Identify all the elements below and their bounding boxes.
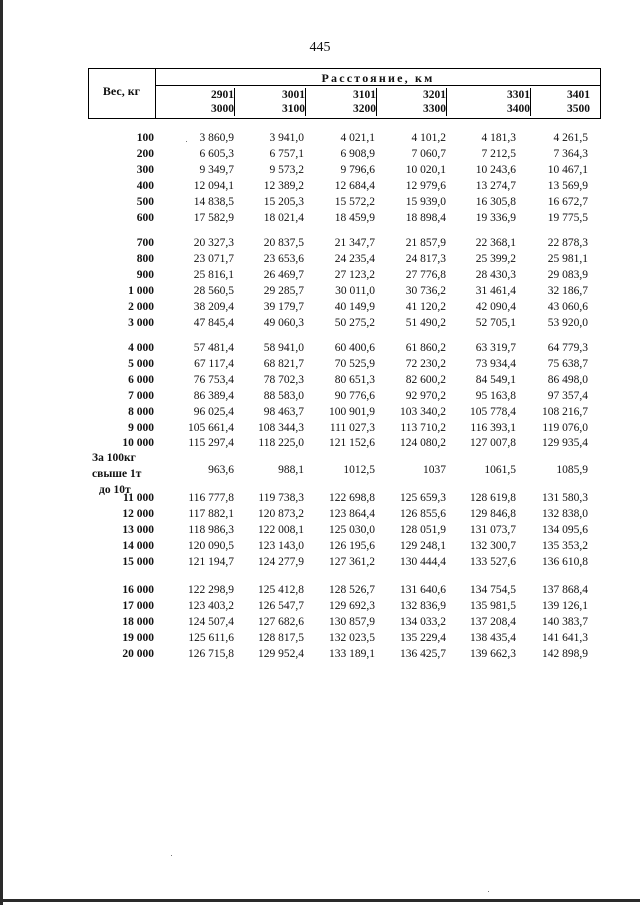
page-number: 445 — [309, 40, 331, 55]
tariff-cell: 20 327,3 — [193, 237, 234, 249]
tariff-cell: 51 490,2 — [405, 317, 446, 329]
tariff-cell: 50 275,2 — [334, 317, 375, 329]
tariff-cell: 39 179,7 — [263, 301, 304, 313]
weight-label: 11 000 — [123, 492, 154, 504]
tariff-cell: 47 845,4 — [193, 317, 234, 329]
tariff-cell: 90 776,6 — [334, 390, 375, 402]
surcharge-cell: 988,1 — [278, 464, 304, 476]
tariff-cell: 52 705,1 — [475, 317, 516, 329]
tariff-cell: 92 970,2 — [405, 390, 446, 402]
tariff-cell: 128 526,7 — [329, 584, 375, 596]
tariff-cell: 70 525,9 — [334, 358, 375, 370]
tariff-cell: 23 071,7 — [193, 253, 234, 265]
range-from: 3301 — [507, 89, 530, 101]
tariff-cell: 29 285,7 — [263, 285, 304, 297]
tariff-cell: 23 653,6 — [263, 253, 304, 265]
weight-label: 16 000 — [122, 584, 154, 596]
tariff-cell: 131 640,6 — [400, 584, 446, 596]
tariff-cell: 18 021,4 — [263, 212, 304, 224]
tariff-cell: 111 027,3 — [329, 422, 375, 434]
scan-speck — [171, 855, 172, 856]
tariff-cell: 15 205,3 — [263, 196, 304, 208]
weight-column-header: Вес, кг — [102, 84, 141, 98]
tariff-cell: 133 189,1 — [329, 648, 375, 660]
surcharge-cell: 1061,5 — [484, 464, 516, 476]
tariff-cell: 136 610,8 — [542, 556, 588, 568]
weight-label: 12 000 — [122, 508, 154, 520]
tariff-cell: 125 030,0 — [329, 524, 375, 536]
weight-label: 100 — [136, 132, 154, 144]
range-to: 3400 — [507, 103, 530, 115]
tariff-cell: 30 736,2 — [405, 285, 446, 297]
weight-label: 600 — [136, 212, 154, 224]
tariff-cell: 127 361,2 — [329, 556, 375, 568]
tariff-cell: 28 430,3 — [475, 269, 516, 281]
tariff-cell: 105 778,4 — [470, 406, 516, 418]
tariff-cell: 4 021,1 — [340, 132, 375, 144]
tariff-cell: 121 194,7 — [188, 556, 234, 568]
tariff-cell: 53 920,0 — [547, 317, 588, 329]
tariff-cell: 6 908,9 — [340, 148, 375, 160]
tariff-cell: 119 076,0 — [542, 422, 588, 434]
tariff-cell: 86 389,4 — [193, 390, 234, 402]
tariff-cell: 9 349,7 — [199, 164, 234, 176]
tariff-cell: 25 981,1 — [547, 253, 588, 265]
tariff-cell: 105 661,4 — [188, 422, 234, 434]
weight-label: 15 000 — [122, 556, 154, 568]
tariff-cell: 29 083,9 — [547, 269, 588, 281]
tariff-cell: 72 230,2 — [405, 358, 446, 370]
scan-speck — [488, 891, 489, 892]
header-bottom-rule — [88, 118, 601, 119]
tariff-cell: 108 344,3 — [258, 422, 304, 434]
tariff-cell: 60 400,6 — [334, 342, 375, 354]
weight-label: 5 000 — [128, 358, 154, 370]
range-from: 3401 — [567, 89, 590, 101]
tariff-cell: 7 364,3 — [553, 148, 588, 160]
weight-label: 18 000 — [122, 616, 154, 628]
tariff-cell: 129 952,4 — [258, 648, 304, 660]
tariff-cell: 95 163,8 — [475, 390, 516, 402]
tariff-cell: 132 838,0 — [542, 508, 588, 520]
tariff-cell: 28 560,5 — [193, 285, 234, 297]
tariff-cell: 76 753,4 — [193, 374, 234, 386]
tariff-cell: 120 090,5 — [188, 540, 234, 552]
tariff-cell: 108 216,7 — [542, 406, 588, 418]
table-header — [88, 68, 601, 119]
tariff-cell: 121 152,6 — [329, 437, 375, 449]
tariff-cell: 136 425,7 — [400, 648, 446, 660]
tariff-cell: 73 934,4 — [475, 358, 516, 370]
weight-label: 13 000 — [122, 524, 154, 536]
tariff-cell: 134 095,6 — [542, 524, 588, 536]
range-to: 3200 — [353, 103, 376, 115]
range-to: 3500 — [567, 103, 590, 115]
tariff-cell: 126 855,6 — [400, 508, 446, 520]
tariff-cell: 141 641,3 — [542, 632, 588, 644]
tariff-cell: 32 186,7 — [547, 285, 588, 297]
tariff-cell: 15 939,0 — [405, 196, 446, 208]
surcharge-cell: 963,6 — [208, 464, 234, 476]
range-underline-tick — [305, 88, 306, 116]
tariff-cell: 9 573,2 — [269, 164, 304, 176]
range-underline-tick — [530, 88, 531, 116]
tariff-cell: 25 399,2 — [475, 253, 516, 265]
tariff-cell: 126 195,6 — [329, 540, 375, 552]
range-header — [470, 88, 530, 116]
tariff-cell: 75 638,7 — [547, 358, 588, 370]
tariff-cell: 15 572,2 — [334, 196, 375, 208]
tariff-cell: 22 368,1 — [475, 237, 516, 249]
tariff-cell: 137 208,4 — [470, 616, 516, 628]
tariff-cell: 122 298,9 — [188, 584, 234, 596]
tariff-cell: 3 860,9 — [199, 132, 234, 144]
tariff-cell: 96 025,4 — [193, 406, 234, 418]
tariff-cell: 13 569,9 — [547, 180, 588, 192]
tariff-cell: 122 698,8 — [329, 492, 375, 504]
tariff-cell: 24 235,4 — [334, 253, 375, 265]
tariff-cell: 126 547,7 — [258, 600, 304, 612]
tariff-cell: 84 549,1 — [475, 374, 516, 386]
tariff-cell: 80 651,3 — [334, 374, 375, 386]
tariff-cell: 139 662,3 — [470, 648, 516, 660]
tariff-cell: 125 611,6 — [188, 632, 234, 644]
tariff-cell: 115 297,4 — [188, 437, 234, 449]
surcharge-label-line: до 10т — [99, 484, 131, 496]
weight-label: 1 000 — [128, 285, 154, 297]
tariff-cell: 43 060,6 — [547, 301, 588, 313]
tariff-cell: 20 837,5 — [263, 237, 304, 249]
tariff-cell: 125 659,3 — [400, 492, 446, 504]
tariff-cell: 13 274,7 — [475, 180, 516, 192]
range-to: 3300 — [423, 103, 446, 115]
tariff-cell: 124 507,4 — [188, 616, 234, 628]
tariff-cell: 125 412,8 — [258, 584, 304, 596]
tariff-cell: 119 738,3 — [258, 492, 304, 504]
weight-label: 8 000 — [128, 406, 154, 418]
tariff-cell: 16 305,8 — [475, 196, 516, 208]
tariff-cell: 31 461,4 — [475, 285, 516, 297]
tariff-cell: 12 094,1 — [193, 180, 234, 192]
tariff-cell: 123 143,0 — [258, 540, 304, 552]
weight-label: 19 000 — [122, 632, 154, 644]
weight-label: 700 — [136, 237, 154, 249]
tariff-cell: 113 710,2 — [400, 422, 446, 434]
tariff-cell: 138 435,4 — [470, 632, 516, 644]
range-header — [386, 88, 446, 116]
tariff-cell: 3 941,0 — [269, 132, 304, 144]
weight-label: 10 000 — [122, 437, 154, 449]
tariff-cell: 12 979,6 — [405, 180, 446, 192]
tariff-cell: 4 101,2 — [411, 132, 446, 144]
tariff-cell: 58 941,0 — [263, 342, 304, 354]
tariff-cell: 6 605,3 — [199, 148, 234, 160]
tariff-cell: 131 580,3 — [542, 492, 588, 504]
tariff-cell: 6 757,1 — [269, 148, 304, 160]
range-header — [316, 88, 376, 116]
tariff-cell: 61 860,2 — [405, 342, 446, 354]
tariff-cell: 18 898,4 — [405, 212, 446, 224]
tariff-cell: 128 817,5 — [258, 632, 304, 644]
tariff-cell: 17 582,9 — [193, 212, 234, 224]
tariff-cell: 7 212,5 — [481, 148, 516, 160]
tariff-cell: 97 357,4 — [547, 390, 588, 402]
tariff-cell: 41 120,2 — [405, 301, 446, 313]
tariff-cell: 86 498,0 — [547, 374, 588, 386]
tariff-cell: 103 340,2 — [400, 406, 446, 418]
weight-label: 7 000 — [128, 390, 154, 402]
tariff-cell: 30 011,0 — [335, 285, 375, 297]
tariff-cell: 10 020,1 — [405, 164, 446, 176]
tariff-cell: 139 126,1 — [542, 600, 588, 612]
tariff-cell: 130 857,9 — [329, 616, 375, 628]
tariff-cell: 137 868,4 — [542, 584, 588, 596]
tariff-cell: 116 393,1 — [470, 422, 516, 434]
header-top-rule — [88, 68, 601, 69]
tariff-cell: 140 383,7 — [542, 616, 588, 628]
range-underline-tick — [446, 88, 447, 116]
range-to: 3000 — [211, 103, 234, 115]
tariff-cell: 78 702,3 — [263, 374, 304, 386]
tariff-cell: 88 583,0 — [263, 390, 304, 402]
scan-speck — [186, 141, 187, 142]
tariff-cell: 133 527,6 — [470, 556, 516, 568]
weight-label: 20 000 — [122, 648, 154, 660]
tariff-cell: 38 209,4 — [193, 301, 234, 313]
tariff-cell: 4 261,5 — [553, 132, 588, 144]
tariff-cell: 42 090,4 — [475, 301, 516, 313]
tariff-cell: 14 838,5 — [193, 196, 234, 208]
weight-label: 200 — [136, 148, 154, 160]
weight-label: 3 000 — [128, 317, 154, 329]
distance-column-header: Расстояние, км — [321, 71, 435, 85]
tariff-cell: 21 857,9 — [405, 237, 446, 249]
tariff-cell: 117 882,1 — [188, 508, 234, 520]
weight-label: 400 — [136, 180, 154, 192]
tariff-cell: 68 821,7 — [263, 358, 304, 370]
tariff-cell: 40 149,9 — [334, 301, 375, 313]
range-header — [245, 88, 305, 116]
tariff-cell: 22 878,3 — [547, 237, 588, 249]
range-from: 3101 — [353, 89, 376, 101]
tariff-cell: 27 776,8 — [405, 269, 446, 281]
weight-label: 500 — [136, 196, 154, 208]
tariff-cell: 118 986,3 — [188, 524, 234, 536]
tariff-cell: 132 300,7 — [470, 540, 516, 552]
tariff-cell: 123 864,4 — [329, 508, 375, 520]
tariff-cell: 120 873,2 — [258, 508, 304, 520]
tariff-cell: 116 777,8 — [188, 492, 234, 504]
tariff-cell: 123 403,2 — [188, 600, 234, 612]
surcharge-label-line: свыше 1т — [92, 468, 142, 480]
weight-label: 9 000 — [128, 422, 154, 434]
tariff-cell: 19 775,5 — [547, 212, 588, 224]
surcharge-cell: 1085,9 — [556, 464, 588, 476]
tariff-cell: 131 073,7 — [470, 524, 516, 536]
weight-label: 300 — [136, 164, 154, 176]
weight-label: 4 000 — [128, 342, 154, 354]
tariff-cell: 129 846,8 — [470, 508, 516, 520]
tariff-cell: 19 336,9 — [475, 212, 516, 224]
page-left-edge — [0, 0, 3, 905]
tariff-cell: 67 117,4 — [194, 358, 234, 370]
tariff-cell: 132 023,5 — [329, 632, 375, 644]
weight-label: 900 — [136, 269, 154, 281]
tariff-cell: 126 715,8 — [188, 648, 234, 660]
tariff-cell: 18 459,9 — [334, 212, 375, 224]
range-from: 3001 — [282, 89, 305, 101]
tariff-cell: 124 080,2 — [400, 437, 446, 449]
surcharge-cell: 1037 — [423, 464, 446, 476]
tariff-cell: 130 444,4 — [400, 556, 446, 568]
tariff-cell: 64 779,3 — [547, 342, 588, 354]
weight-label: 6 000 — [128, 374, 154, 386]
tariff-cell: 128 619,8 — [470, 492, 516, 504]
tariff-cell: 63 319,7 — [475, 342, 516, 354]
range-header — [174, 88, 234, 116]
range-header — [530, 88, 590, 116]
tariff-cell: 100 901,9 — [329, 406, 375, 418]
range-underline-tick — [234, 88, 235, 116]
tariff-cell: 4 181,3 — [481, 132, 516, 144]
tariff-cell: 135 229,4 — [400, 632, 446, 644]
surcharge-label-line: За 100кг — [92, 452, 136, 464]
tariff-cell: 9 796,6 — [340, 164, 375, 176]
tariff-cell: 24 817,3 — [405, 253, 446, 265]
range-from: 3201 — [423, 89, 446, 101]
range-underline-tick — [376, 88, 377, 116]
tariff-cell: 26 469,7 — [263, 269, 304, 281]
tariff-cell: 134 754,5 — [470, 584, 516, 596]
tariff-cell: 135 981,5 — [470, 600, 516, 612]
tariff-cell: 12 684,4 — [334, 180, 375, 192]
tariff-cell: 82 600,2 — [405, 374, 446, 386]
tariff-cell: 129 248,1 — [400, 540, 446, 552]
tariff-cell: 142 898,9 — [542, 648, 588, 660]
weight-label: 800 — [136, 253, 154, 265]
tariff-cell: 10 467,1 — [547, 164, 588, 176]
tariff-cell: 98 463,7 — [263, 406, 304, 418]
tariff-cell: 124 277,9 — [258, 556, 304, 568]
page-bottom-edge — [0, 899, 640, 902]
tariff-cell: 21 347,7 — [334, 237, 375, 249]
tariff-cell: 134 033,2 — [400, 616, 446, 628]
range-to: 3100 — [282, 103, 305, 115]
tariff-cell: 129 935,4 — [542, 437, 588, 449]
tariff-cell: 129 692,3 — [329, 600, 375, 612]
tariff-cell: 57 481,4 — [193, 342, 234, 354]
weight-label: 17 000 — [122, 600, 154, 612]
tariff-cell: 127 007,8 — [470, 437, 516, 449]
tariff-cell: 127 682,6 — [258, 616, 304, 628]
tariff-cell: 16 672,7 — [547, 196, 588, 208]
tariff-cell: 122 008,1 — [258, 524, 304, 536]
weight-label: 2 000 — [128, 301, 154, 313]
surcharge-cell: 1012,5 — [343, 464, 375, 476]
tariff-cell: 49 060,3 — [263, 317, 304, 329]
tariff-cell: 27 123,2 — [334, 269, 375, 281]
tariff-cell: 7 060,7 — [411, 148, 446, 160]
tariff-cell: 12 389,2 — [263, 180, 304, 192]
tariff-cell: 135 353,2 — [542, 540, 588, 552]
weight-label: 14 000 — [122, 540, 154, 552]
tariff-cell: 118 225,0 — [258, 437, 304, 449]
tariff-cell: 128 051,9 — [400, 524, 446, 536]
range-from: 2901 — [211, 89, 234, 101]
tariff-cell: 25 816,1 — [193, 269, 234, 281]
tariff-cell: 10 243,6 — [475, 164, 516, 176]
tariff-cell: 132 836,9 — [400, 600, 446, 612]
